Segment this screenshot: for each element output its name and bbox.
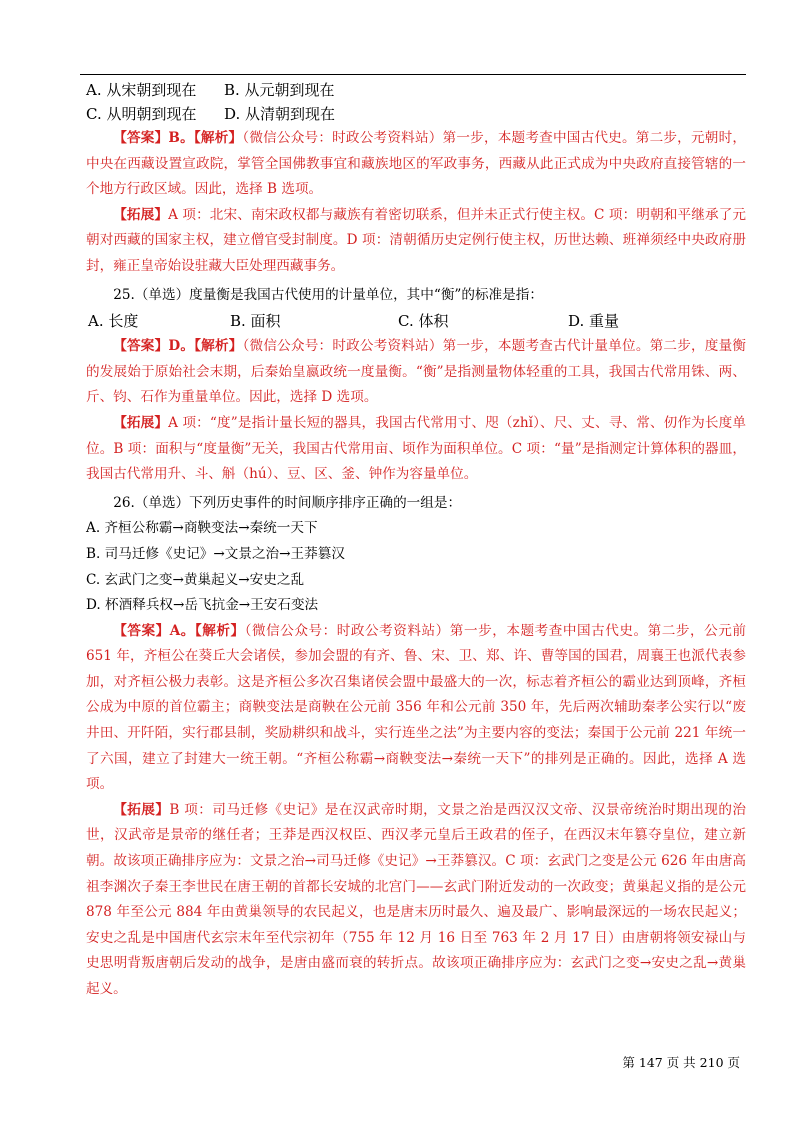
q26-answer-text: （微信公众号：时政公考资料站）第一步，本题考查中国古代史。第二步，公元前 651 年，齐桓公在葵丘大会诸侯，参加会盟的有齐、鲁、宋、卫、郑、许、曹等国的国君，周襄王也派代表参加，对齐桓公极力表彰。这是齐桓公多次召集诸侯会盟中最盛大的一次，标志着齐桓公的霸业达到顶峰，齐桓公成为中原的首位霸主；商鞅变法是商鞅在公元前 356 年和公元前 350 年，先后两次辅助秦孝公实行以“废井田、开阡陌，实行郡县制，奖励耕织和战斗，实行连坐之法”为主要内容的变法；秦国于公元前 221 年统一了六国，建立了封建大一统王朝。“齐桓公称霸→商鞅变法→秦统一天下”的排列是正确的。因此，选择 A 选项。 [86, 622, 747, 793]
q24-extension [86, 203, 746, 280]
q25-extension [86, 411, 746, 488]
q25-option-c: C. 体积 [398, 312, 449, 331]
q26-ext-text: B 项：司马迁修《史记》是在汉武帝时期，文景之治是西汉汉文帝、汉景帝统治时期出现的治世，汉武帝是景帝的继任者；王莽是西汉权臣、西汉孝元皇后王政君的侄子，在西汉末年篡夺皇位，建立新朝。故该项正确排序应为：文景之治→司马迁修《史记》→王莽篡汉。C 项：玄武门之变是公元 626 年由唐高祖李渊次子秦王李世民在唐王朝的首都长安城的北宫门——玄武门附近发动的一次政变；黄巢起义指的是公元 878 年至公元 884 年由黄巢领导的农民起义，也是唐末历时最久、遍及最广、影响最深远的一场农民起义；安史之乱是中国唐代玄宗末年至代宗初年（755 年 12 月 16 日至 763 年 2 月 17 日）由唐朝将领安禄山与史思明背叛唐朝后发动的战争，是唐由盛而衰的转折点。故该项正确排序应为：玄武门之变→安史之乱→黄巢起义。 [86, 801, 747, 997]
q25-answer [86, 334, 746, 411]
q26-option-b: B. 司马迁修《史记》→文景之治→王莽篡汉 [86, 545, 345, 562]
q25-ext-tag: 【拓展】 [113, 414, 169, 431]
q24-option-b: B. 从元朝到现在 [224, 81, 335, 99]
q26-extension [86, 798, 746, 1003]
page-content [86, 78, 746, 1003]
q24-answer-text: （微信公众号：时政公考资料站）第一步，本题考查中国古代史。第二步，元朝时，中央在西藏设置宣政院，掌管全国佛教事宜和藏族地区的军政事务，西藏从此正式成为中央政府直接管辖的一个地方行政区域。因此，选择 B 选项。 [86, 130, 746, 198]
q24-answer-tag: 【答案】B。【解析】 [113, 130, 243, 146]
q25-option-a: A. 长度 [88, 312, 139, 331]
q25-question: 25.（单选）度量衡是我国古代使用的计量单位，其中“衡”的标准是指： [113, 286, 543, 303]
q24-option-d: D. 从清朝到现在 [224, 105, 336, 123]
header-rule [80, 74, 746, 75]
q26-ext-tag: 【拓展】 [113, 801, 170, 818]
q26-option-a: A. 齐桓公称霸→商鞅变法→秦统一天下 [86, 520, 318, 537]
q26-option-c: C. 玄武门之变→黄巢起义→安史之乱 [86, 571, 305, 588]
q25-answer-text: （微信公众号：时政公考资料站）第一步，本题考查古代计量单位。第二步，度量衡的发展始于原始社会末期，后秦始皇嬴政统一度量衡。“衡”是指测量物体轻重的工具，我国古代常用铢、两、斤、钧、石作为重量单位。因此，选择 D 选项。 [86, 338, 746, 406]
q26-answer [86, 619, 746, 798]
q24-option-a: A. 从宋朝到现在 [86, 81, 197, 99]
q25-ext-text: A 项：“度”是指计量长短的器具，我国古代常用寸、咫（zhǐ）、尺、丈、寻、常、仞作为长度单位。B 项：面积与“度量衡”无关，我国古代常用亩、顷作为面积单位。C 项：“量”是指测定计算体积的器皿，我国古代常用升、斗、斛（hú）、豆、区、釜、钟作为容量单位。 [86, 414, 747, 483]
q24-options-row-1 [86, 78, 746, 102]
q24-options-row-2 [86, 102, 746, 126]
q25-option-b: B. 面积 [230, 312, 281, 331]
q24-option-c: C. 从明朝到现在 [86, 105, 197, 123]
q25-options [86, 308, 746, 334]
q26-option-d: D. 杯酒释兵权→岳飞抗金→王安石变法 [86, 597, 319, 614]
q24-answer [86, 126, 746, 203]
q24-ext-tag: 【拓展】 [113, 206, 169, 223]
q26-question: 26.（单选）下列历史事件的时间顺序排序正确的一组是： [113, 494, 462, 511]
q26-answer-tag: 【答案】A。【解析】 [113, 622, 245, 639]
page-number: 第 147 页 共 210 页 [622, 1055, 740, 1070]
q24-ext-text: A 项：北宋、南宋政权都与藏族有着密切联系，但并未正式行使主权。C 项：明朝和平继承了元朝对西藏的国家主权，建立僧官受封制度。D 项：清朝循历史定例行使主权，历世达赖、班禅须经中央政府册封，雍正皇帝始设驻藏大臣处理西藏事务。 [86, 206, 747, 274]
q25-option-d: D. 重量 [568, 312, 620, 331]
q25-answer-tag: 【答案】D。【解析】 [113, 338, 243, 355]
